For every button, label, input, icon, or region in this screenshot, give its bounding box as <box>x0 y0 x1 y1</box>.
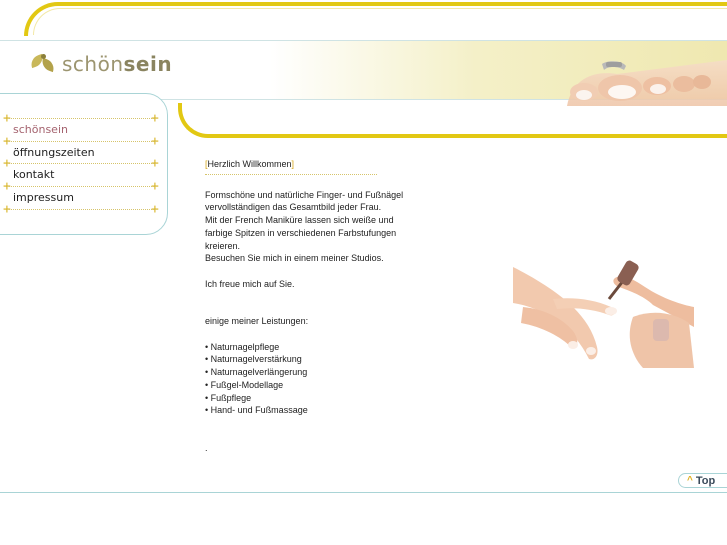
intro-line: kreieren. <box>205 240 241 251</box>
services-list <box>205 341 505 417</box>
service-item: • Hand- und Fußmassage <box>205 404 505 417</box>
nav-divider <box>7 163 156 164</box>
nav-divider <box>7 118 156 119</box>
nav-item-oeffnungszeiten[interactable]: öffnungszeiten <box>13 146 95 159</box>
content-decorative-swoosh <box>178 103 727 138</box>
main-content <box>205 158 505 455</box>
nav-plus-icon: + <box>3 156 11 171</box>
nav-divider <box>7 209 156 210</box>
service-item: • Naturnagelpflege <box>205 341 505 354</box>
intro-line: vervollständigen das Gesamtbild jeder Frau. <box>205 202 382 213</box>
service-item: • Fußpflege <box>205 392 505 405</box>
nav-plus-icon: + <box>151 156 159 171</box>
chevron-up-icon: ^ <box>687 475 693 486</box>
nav-divider <box>7 186 156 187</box>
feet-illustration <box>562 40 727 106</box>
service-item: • Fußgel-Modellage <box>205 379 505 392</box>
service-item: • Naturnagelverstärkung <box>205 353 505 366</box>
trailing-dot: . <box>205 442 208 453</box>
nav-plus-icon: + <box>3 179 11 194</box>
intro-line: Besuchen Sie mich in einem meiner Studios. <box>205 253 384 264</box>
nav-item-kontakt[interactable]: kontakt <box>13 168 55 181</box>
welcome-heading: [Herzlich Willkommen] <box>205 159 295 169</box>
service-item: • Naturnagelverlängerung <box>205 366 505 379</box>
nav-plus-icon: + <box>3 134 11 149</box>
nav-plus-icon: + <box>3 111 11 126</box>
welcome-divider <box>205 174 377 175</box>
nav-plus-icon: + <box>151 202 159 217</box>
closing-line: Ich freue mich auf Sie. <box>205 278 295 289</box>
services-heading: einige meiner Leistungen: <box>205 316 309 327</box>
manicure-photo <box>513 247 694 368</box>
intro-line: Mit der French Maniküre lassen sich weiße und <box>205 215 394 226</box>
nav-item-schoensein[interactable]: schönsein <box>13 123 68 136</box>
nav-plus-icon: + <box>151 111 159 126</box>
intro-line: farbige Spitzen in verschiedenen Farbstufungen <box>205 227 397 238</box>
back-to-top-button[interactable] <box>678 473 727 488</box>
logo-leaf-icon <box>30 54 58 74</box>
top-decorative-swoosh-inner <box>33 8 727 35</box>
nav-plus-icon: + <box>151 134 159 149</box>
nav-divider <box>7 141 156 142</box>
intro-line: Formschöne und natürliche Finger- und Fußnägel <box>205 189 404 200</box>
nav-plus-icon: + <box>151 179 159 194</box>
nav-item-impressum[interactable]: impressum <box>13 191 74 204</box>
logo-text: schönsein <box>62 52 173 76</box>
footer-divider <box>0 492 727 493</box>
back-to-top-label: Top <box>695 474 716 487</box>
nav-panel <box>0 93 168 235</box>
site-logo[interactable] <box>30 52 172 76</box>
nav-plus-icon: + <box>3 202 11 217</box>
